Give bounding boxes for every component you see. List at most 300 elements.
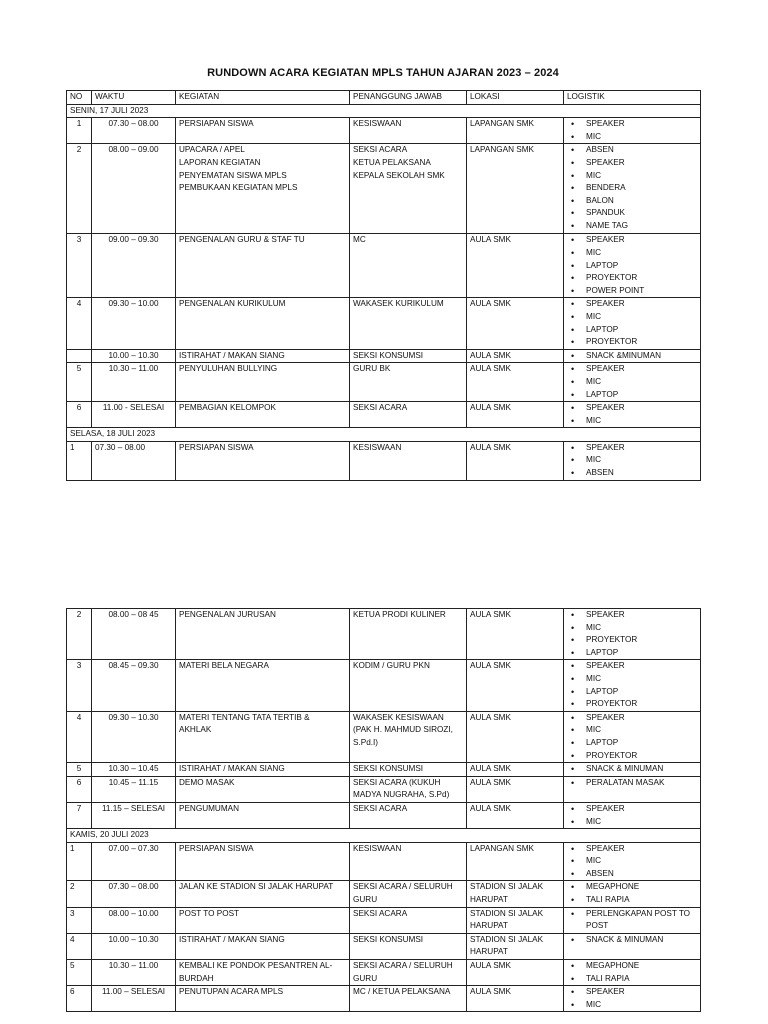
cell-penanggung-jawab: [350, 363, 467, 402]
logistik-list: [567, 609, 697, 659]
logistik-list: [567, 363, 697, 401]
cell-kegiatan: [176, 118, 350, 144]
cell-text-line: PEMBUKAAN KEGIATAN MPLS: [179, 183, 298, 193]
cell-lokasi: [467, 298, 564, 349]
list-item: • SPEAKER: [567, 660, 697, 673]
list-item: • MIC: [567, 622, 697, 635]
list-item: • MIC: [567, 454, 697, 467]
cell-lokasi: [467, 933, 564, 959]
day-header-row: [67, 829, 701, 843]
cell-text-line: SEKSI ACARA / SELURUH: [353, 882, 453, 892]
cell-text-line: KETUA PELAKSANA: [353, 157, 431, 167]
cell-text-line: PERSIAPAN SISWA: [179, 442, 254, 452]
list-item: • SPEAKER: [567, 298, 697, 311]
cell-kegiatan: [176, 986, 350, 1012]
cell-text-line: • PERLENGKAPAN POST TO: [586, 908, 691, 918]
list-item: • SNACK & MINUMAN: [567, 763, 697, 776]
header-kegiatan: KEGIATAN: [176, 91, 350, 105]
list-item: • MEGAPHONE: [567, 881, 697, 894]
day-label: SENIN, 17 JULI 2023: [67, 104, 701, 118]
cell-text-line: POST: [586, 921, 609, 931]
cell-text-line: SEKSI KONSUMSI: [353, 934, 424, 944]
cell-waktu: 11.00 – SELESAI: [92, 986, 176, 1012]
day-label: SELASA, 18 JULI 2023: [67, 428, 701, 442]
cell-lokasi: [467, 118, 564, 144]
cell-lokasi: [467, 986, 564, 1012]
table-row: [67, 881, 701, 907]
list-item: • TALI RAPIA: [567, 894, 697, 907]
cell-logistik: [564, 402, 701, 428]
cell-penanggung-jawab: [350, 609, 467, 660]
cell-lokasi: [467, 711, 564, 762]
cell-waktu: 07.30 – 08.00: [92, 441, 176, 480]
cell-penanggung-jawab: [350, 441, 467, 480]
table-row: [67, 842, 701, 881]
cell-no: 6: [67, 986, 92, 1012]
list-item: • MIC: [567, 855, 697, 868]
table-row: [67, 402, 701, 428]
cell-text-line: WAKASEK KESISWAAN: [353, 712, 444, 722]
cell-kegiatan: [176, 441, 350, 480]
cell-text-line: GURU BK: [353, 364, 391, 374]
table-row: [67, 441, 701, 480]
cell-waktu: 10.00 – 10.30: [92, 933, 176, 959]
table-row: [67, 349, 701, 363]
cell-no: 1: [67, 842, 92, 881]
cell-lokasi: [467, 802, 564, 828]
cell-text-line: DEMO MASAK: [179, 777, 235, 787]
logistik-list: [567, 118, 697, 143]
cell-text-line: AULA SMK: [470, 350, 511, 360]
cell-no: 4: [67, 933, 92, 959]
logistik-list: [567, 934, 697, 947]
logistik-list: [567, 712, 697, 762]
list-item: • LAPTOP: [567, 260, 697, 273]
day-header-row: [67, 428, 701, 442]
cell-text-line: KODIM / GURU PKN: [353, 661, 430, 671]
cell-kegiatan: [176, 298, 350, 349]
cell-text-line: AULA SMK: [470, 661, 511, 671]
cell-penanggung-jawab: [350, 234, 467, 298]
logistik-list: [567, 442, 697, 480]
logistik-list: [567, 908, 697, 933]
list-item: • BALON: [567, 195, 697, 208]
table-row: [67, 118, 701, 144]
logistik-list: [567, 298, 697, 348]
list-item: • ABSEN: [567, 144, 697, 157]
cell-kegiatan: [176, 349, 350, 363]
list-item: • MIC: [567, 311, 697, 324]
cell-waktu: 10.30 – 11.00: [92, 363, 176, 402]
cell-text-line: AULA SMK: [470, 299, 511, 309]
cell-penanggung-jawab: [350, 842, 467, 881]
list-item: • MIC: [567, 999, 697, 1012]
cell-waktu: 10.30 – 10.45: [92, 763, 176, 777]
cell-text-line: SEKSI ACARA: [353, 145, 408, 155]
cell-text-line: SEKSI ACARA / SELURUH: [353, 961, 453, 971]
cell-text-line: AULA SMK: [470, 442, 511, 452]
cell-logistik: [564, 881, 701, 907]
list-item: • LAPTOP: [567, 389, 697, 402]
cell-logistik: [564, 363, 701, 402]
list-item: • MIC: [567, 376, 697, 389]
table-row: [67, 960, 701, 986]
cell-text-line: AULA SMK: [470, 610, 511, 619]
table-row: [67, 711, 701, 762]
list-item: • SPEAKER: [567, 609, 697, 622]
cell-text-line: HARUPAT: [470, 895, 508, 905]
logistik-list: [567, 763, 697, 776]
cell-text-line: ISTIRAHAT / MAKAN SIANG: [179, 764, 285, 774]
table-row: [67, 144, 701, 234]
cell-text-line: (PAK H. MAHMUD SIROZI,: [353, 725, 453, 735]
list-item: • LAPTOP: [567, 647, 697, 660]
cell-kegiatan: [176, 234, 350, 298]
list-item: • LAPTOP: [567, 324, 697, 337]
list-item: • BENDERA: [567, 182, 697, 195]
cell-logistik: [564, 802, 701, 828]
cell-lokasi: [467, 842, 564, 881]
logistik-list: [567, 402, 697, 427]
cell-kegiatan: [176, 144, 350, 234]
cell-waktu: 10.30 – 11.00: [92, 960, 176, 986]
cell-text-line: SEKSI ACARA: [353, 403, 408, 413]
table-row: [67, 609, 701, 660]
logistik-list: [567, 881, 697, 906]
cell-penanggung-jawab: [350, 881, 467, 907]
list-item: • SPEAKER: [567, 843, 697, 856]
cell-waktu: 08.45 – 09.30: [92, 660, 176, 711]
cell-penanggung-jawab: [350, 776, 467, 802]
logistik-list: [567, 660, 697, 710]
list-item: • PROYEKTOR: [567, 634, 697, 647]
cell-penanggung-jawab: [350, 907, 467, 933]
cell-logistik: [564, 842, 701, 881]
cell-text-line: PENYULUHAN BULLYING: [179, 364, 278, 374]
list-item: • SPEAKER: [567, 157, 697, 170]
cell-waktu: 08.00 – 08 45: [92, 609, 176, 660]
list-item: • SNACK & MINUMAN: [567, 934, 697, 947]
cell-waktu: 08.00 – 10.00: [92, 907, 176, 933]
cell-text-line: AULA SMK: [470, 235, 511, 245]
list-item: • SPEAKER: [567, 118, 697, 131]
logistik-list: [567, 960, 697, 985]
logistik-list: [567, 144, 697, 232]
list-item: • PROYEKTOR: [567, 336, 697, 349]
table-row: [67, 763, 701, 777]
list-item: • MIC: [567, 131, 697, 144]
cell-lokasi: [467, 234, 564, 298]
cell-no: 7: [67, 802, 92, 828]
cell-kegiatan: [176, 609, 350, 660]
list-item: • MIC: [567, 415, 697, 428]
cell-text-line: BURDAH: [179, 973, 214, 983]
list-item: • MIC: [567, 724, 697, 737]
rundown-table-page-1: [66, 90, 701, 481]
cell-penanggung-jawab: [350, 711, 467, 762]
cell-waktu: 11.15 – SELESAI: [92, 802, 176, 828]
cell-penanggung-jawab: [350, 933, 467, 959]
list-item: • SPEAKER: [567, 803, 697, 816]
list-item: • MIC: [567, 816, 697, 829]
cell-text-line: LAPORAN KEGIATAN: [179, 157, 261, 167]
cell-no: 4: [67, 711, 92, 762]
cell-text-line: UPACARA / APEL: [179, 145, 245, 155]
cell-waktu: 11.00 - SELESAI: [92, 402, 176, 428]
cell-kegiatan: [176, 711, 350, 762]
cell-logistik: [564, 441, 701, 480]
list-item: • ABSEN: [567, 467, 697, 480]
header-logistik: LOGISTIK: [564, 91, 701, 105]
cell-lokasi: [467, 609, 564, 660]
cell-text-line: SEKSI KONSUMSI: [353, 764, 424, 774]
list-item: • LAPTOP: [567, 737, 697, 750]
rundown-table-page-2: [66, 608, 701, 1012]
cell-waktu: 09.30 – 10.30: [92, 711, 176, 762]
cell-logistik: [564, 660, 701, 711]
list-item: • MEGAPHONE: [567, 960, 697, 973]
cell-no: [67, 349, 92, 363]
cell-text-line: SEKSI ACARA: [353, 803, 408, 813]
cell-text-line: LAPANGAN SMK: [470, 119, 534, 129]
cell-text-line: MATERI TENTANG TATA TERTIB &: [179, 712, 310, 722]
cell-no: 6: [67, 776, 92, 802]
cell-kegiatan: [176, 763, 350, 777]
table-row: [67, 234, 701, 298]
table-row: [67, 907, 701, 933]
cell-no: 5: [67, 960, 92, 986]
cell-kegiatan: [176, 881, 350, 907]
table-row: [67, 776, 701, 802]
cell-text-line: JALAN KE STADION SI JALAK HARUPAT: [179, 882, 334, 892]
cell-text-line: PENGENALAN JURUSAN: [179, 610, 276, 619]
list-item: • POWER POINT: [567, 285, 697, 298]
logistik-list: [567, 843, 697, 881]
cell-kegiatan: [176, 402, 350, 428]
header-no: NO: [67, 91, 92, 105]
cell-text-line: PERSIAPAN SISWA: [179, 843, 254, 853]
cell-waktu: 07.30 – 08.00: [92, 881, 176, 907]
cell-text-line: WAKASEK KURIKULUM: [353, 299, 444, 309]
cell-text-line: SEKSI ACARA: [353, 908, 408, 918]
list-item: • PROYEKTOR: [567, 750, 697, 763]
cell-logistik: [564, 349, 701, 363]
list-item: • SPEAKER: [567, 712, 697, 725]
header-penanggung-jawab: PENANGGUNG JAWAB: [350, 91, 467, 105]
cell-text-line: PENYEMATAN SISWA MPLS: [179, 170, 287, 180]
list-item: • SPEAKER: [567, 986, 697, 999]
cell-waktu: 10.00 – 10.30: [92, 349, 176, 363]
cell-logistik: [564, 144, 701, 234]
logistik-list: [567, 803, 697, 828]
cell-text-line: KESISWAAN: [353, 442, 402, 452]
cell-penanggung-jawab: [350, 349, 467, 363]
cell-text-line: PENGENALAN GURU & STAF TU: [179, 235, 305, 245]
list-item: • SPEAKER: [567, 402, 697, 415]
cell-text-line: GURU: [353, 973, 378, 983]
cell-lokasi: [467, 441, 564, 480]
table-row: [67, 933, 701, 959]
cell-waktu: 07.00 – 07.30: [92, 842, 176, 881]
cell-text-line: KESISWAAN: [353, 843, 402, 853]
cell-kegiatan: [176, 802, 350, 828]
cell-text-line: STADION SI JALAK: [470, 908, 544, 918]
cell-waktu: 08.00 – 09.00: [92, 144, 176, 234]
cell-logistik: [564, 907, 701, 933]
document-title: RUNDOWN ACARA KEGIATAN MPLS TAHUN AJARAN 2023 – 2024: [207, 67, 559, 79]
cell-text-line: PENGENALAN KURIKULUM: [179, 299, 286, 309]
list-item: • MIC: [567, 170, 697, 183]
cell-lokasi: [467, 960, 564, 986]
cell-text-line: HARUPAT: [470, 947, 508, 957]
cell-text-line: STADION SI JALAK: [470, 934, 544, 944]
cell-lokasi: [467, 907, 564, 933]
cell-logistik: [564, 960, 701, 986]
cell-text-line: MC: [353, 235, 366, 245]
cell-logistik: [564, 118, 701, 144]
cell-text-line: AULA SMK: [470, 764, 511, 774]
logistik-list: [567, 234, 697, 297]
cell-text-line: SEKSI ACARA (KUKUH: [353, 777, 441, 787]
cell-penanggung-jawab: [350, 402, 467, 428]
cell-text-line: SEKSI KONSUMSI: [353, 350, 424, 360]
header-lokasi: LOKASI: [467, 91, 564, 105]
cell-no: 2: [67, 144, 92, 234]
cell-lokasi: [467, 776, 564, 802]
cell-logistik: [564, 763, 701, 777]
list-item: • ABSEN: [567, 868, 697, 881]
cell-logistik: [564, 609, 701, 660]
cell-no: 5: [67, 763, 92, 777]
cell-no: 3: [67, 234, 92, 298]
cell-text-line: PEMBAGIAN KELOMPOK: [179, 403, 276, 413]
list-item: • SPEAKER: [567, 363, 697, 376]
cell-no: 2: [67, 881, 92, 907]
cell-text-line: MC / KETUA PELAKSANA: [353, 987, 451, 997]
day-label: KAMIS, 20 JULI 2023: [67, 829, 701, 843]
cell-kegiatan: [176, 933, 350, 959]
cell-logistik: [564, 776, 701, 802]
cell-logistik: [564, 234, 701, 298]
day-header-row: [67, 104, 701, 118]
cell-text-line: STADION SI JALAK: [470, 882, 544, 892]
cell-text-line: PENUTUPAN ACARA MPLS: [179, 987, 284, 997]
cell-penanggung-jawab: [350, 763, 467, 777]
cell-logistik: [564, 711, 701, 762]
logistik-list: [567, 777, 697, 790]
cell-no: 3: [67, 660, 92, 711]
list-item: • SPEAKER: [567, 234, 697, 247]
list-item: • NAME TAG: [567, 220, 697, 233]
cell-text-line: AULA SMK: [470, 712, 511, 722]
cell-text-line: PERSIAPAN SISWA: [179, 119, 254, 129]
cell-logistik: [564, 986, 701, 1012]
cell-text-line: LAPANGAN SMK: [470, 843, 534, 853]
cell-text-line: HARUPAT: [470, 921, 508, 931]
table-body-1: [67, 104, 701, 480]
cell-lokasi: [467, 144, 564, 234]
cell-no: 3: [67, 907, 92, 933]
cell-text-line: AULA SMK: [470, 987, 511, 997]
cell-penanggung-jawab: [350, 144, 467, 234]
cell-logistik: [564, 298, 701, 349]
cell-text-line: KETUA PRODI KULINER: [353, 610, 446, 619]
cell-lokasi: [467, 402, 564, 428]
cell-penanggung-jawab: [350, 298, 467, 349]
list-item: • TALI RAPIA: [567, 973, 697, 986]
cell-penanggung-jawab: [350, 118, 467, 144]
list-item: • SNACK &MINUMAN: [567, 350, 697, 363]
cell-penanggung-jawab: [350, 960, 467, 986]
cell-no: 4: [67, 298, 92, 349]
list-item: • SPEAKER: [567, 442, 697, 455]
list-item: • PERALATAN MASAK: [567, 777, 697, 790]
cell-text-line: PENGUMUMAN: [179, 803, 240, 813]
list-item: • MIC: [567, 673, 697, 686]
cell-kegiatan: [176, 660, 350, 711]
logistik-list: [567, 350, 697, 363]
cell-kegiatan: [176, 960, 350, 986]
cell-text-line: AULA SMK: [470, 961, 511, 971]
cell-text-line: LAPANGAN SMK: [470, 145, 534, 155]
cell-kegiatan: [176, 776, 350, 802]
cell-text-line: KEPALA SEKOLAH SMK: [353, 170, 445, 180]
cell-text-line: S.Pd.I): [353, 737, 379, 747]
cell-no: 1: [67, 441, 92, 480]
cell-text-line: AULA SMK: [470, 403, 511, 413]
cell-no: 6: [67, 402, 92, 428]
cell-text-line: AULA SMK: [470, 777, 511, 787]
table-body-2: [67, 609, 701, 1012]
cell-penanggung-jawab: [350, 660, 467, 711]
cell-waktu: 09.00 – 09.30: [92, 234, 176, 298]
list-item: • MIC: [567, 247, 697, 260]
cell-no: 1: [67, 118, 92, 144]
table-row: [67, 802, 701, 828]
cell-no: 5: [67, 363, 92, 402]
cell-kegiatan: [176, 907, 350, 933]
cell-kegiatan: [176, 363, 350, 402]
cell-text-line: AULA SMK: [470, 364, 511, 374]
cell-penanggung-jawab: [350, 802, 467, 828]
list-item: • PROYEKTOR: [567, 272, 697, 285]
cell-waktu: 07.30 – 08.00: [92, 118, 176, 144]
header-waktu: WAKTU: [92, 91, 176, 105]
table-row: [67, 660, 701, 711]
cell-text-line: MADYA NUGRAHA, S.Pd): [353, 790, 450, 800]
cell-text-line: KEMBALI KE PONDOK PESANTREN AL-: [179, 961, 333, 971]
cell-text-line: ISTIRAHAT / MAKAN SIANG: [179, 350, 285, 360]
table-row: [67, 298, 701, 349]
cell-lokasi: [467, 881, 564, 907]
cell-kegiatan: [176, 842, 350, 881]
cell-text-line: AKHLAK: [179, 725, 212, 735]
list-item: [567, 908, 697, 933]
cell-text-line: MATERI BELA NEGARA: [179, 661, 269, 671]
cell-text-line: GURU: [353, 895, 378, 905]
cell-lokasi: [467, 763, 564, 777]
list-item: • LAPTOP: [567, 686, 697, 699]
table-row: [67, 986, 701, 1012]
cell-waktu: 09.30 – 10.00: [92, 298, 176, 349]
cell-lokasi: [467, 363, 564, 402]
cell-text-line: POST TO POST: [179, 908, 240, 918]
list-item: • SPANDUK: [567, 207, 697, 220]
logistik-list: [567, 986, 697, 1011]
table-header-row: [67, 91, 701, 105]
cell-lokasi: [467, 349, 564, 363]
cell-text-line: ISTIRAHAT / MAKAN SIANG: [179, 934, 285, 944]
